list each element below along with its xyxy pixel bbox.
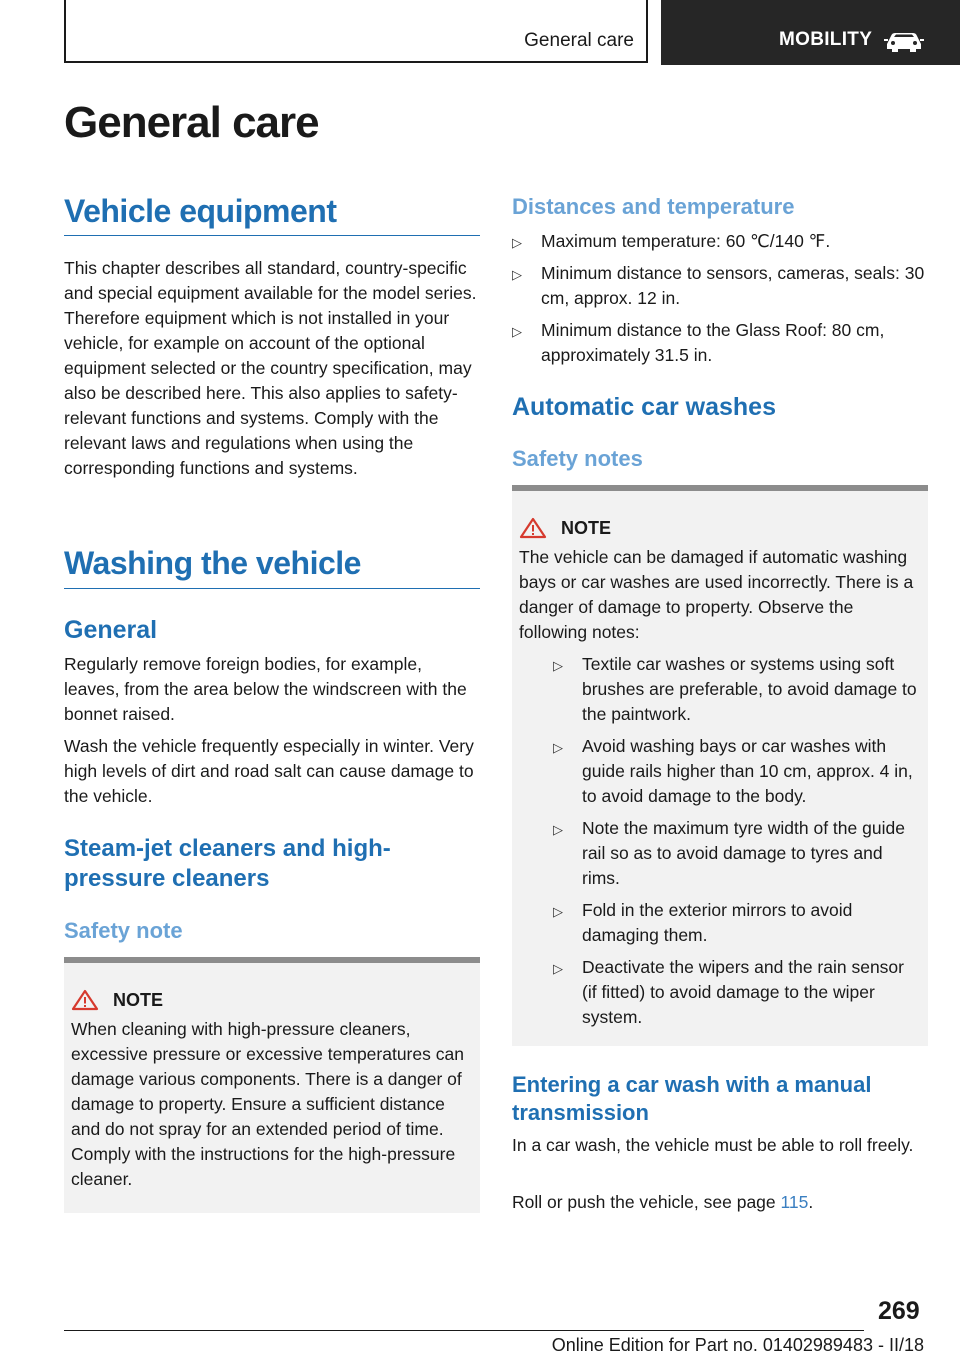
note-header [519,517,921,539]
warning-icon [519,517,547,539]
safety-notes-heading: Safety notes [512,446,643,471]
triangle-bullet-icon: ▷ [553,822,563,837]
distances-heading: Distances and temperature [512,194,795,219]
triangle-bullet-icon: ▷ [553,961,563,976]
list-item: ▷ Minimum distance to the Glass Roof: 80 cm, approximately 31.5 in. [512,320,885,365]
header-left-tab [64,0,648,63]
warning-icon [71,989,99,1011]
list-item: ▷ Minimum distance to sensors, cameras, seals: 30 cm, approx. 12 in. [512,263,925,308]
page-link[interactable]: 115 [780,1192,809,1212]
general-heading: General [64,616,158,644]
car-wash-list [519,652,921,1030]
manual-transmission-heading: Entering a car wash with a manual transmission [512,1072,872,1125]
triangle-bullet-icon: ▷ [512,267,522,282]
note-label: NOTE [561,517,612,538]
safety-note-heading: Safety note [64,918,183,943]
manual-paragraph-2: Roll or push the vehicle, see page 115. [512,1192,814,1212]
note-text: The vehicle can be damaged if automatic washing bays or car washes are used incorrectly. There is a danger of damage to property. Observe the following notes: [519,547,914,642]
note-box [64,957,480,1213]
steam-jet-heading: Steam-jet cleaners and high-pressure cleaners [64,835,391,892]
note-header [71,989,473,1011]
section-rule [64,235,480,236]
triangle-bullet-icon: ▷ [512,324,522,339]
triangle-bullet-icon: ▷ [553,740,563,755]
car-washes-heading: Automatic car washes [512,393,776,421]
list-item: ▷ Maximum temperature: 60 ℃/140 ℉. [512,229,928,254]
list-item: ▷ Note the maximum tyre width of the guide rail so as to avoid damage to tyres and rims. [553,818,905,888]
vehicle-equipment-paragraph: This chapter describes all standard, country-specific and special equipment available for the model series. Therefore equipment which is not installed in your vehicle, for example on account of the optional equipment selected or the country specification, may also be described here. This also applies to safety-relevant functions and systems. Comply with the relevant laws and regulations when using the corresponding functions and systems. [64,258,477,478]
note-text: When cleaning with high-pressure cleaners, excessive pressure or excessive temperatures can damage various components. There is a danger of damage to property. Ensure a sufficient distance and do not spray for an extended period of time. Comply with the instructions for the high-pressure cleaner. [71,1019,464,1189]
triangle-bullet-icon: ▷ [553,658,563,673]
note-box [512,485,928,1046]
header-chapter-label: MOBILITY [779,29,873,50]
section-rule [64,588,480,589]
manual-paragraph-1: In a car wash, the vehicle must be able to roll freely. [512,1135,914,1155]
washing-heading: Washing the vehicle [64,545,361,581]
header-section-title: General care [524,30,634,51]
general-paragraph-2: Wash the vehicle frequently especially in winter. Very high levels of dirt and road salt can cause damage to the vehicle. [64,736,474,806]
list-item: ▷ Deactivate the wipers and the rain sensor (if fitted) to avoid damage to the wiper system. [553,957,904,1027]
vehicle-equipment-heading: Vehicle equipment [64,193,337,229]
list-item: ▷ Fold in the exterior mirrors to avoid damaging them. [553,900,853,945]
list-item: ▷ Textile car washes or systems using soft brushes are preferable, to avoid damage to the paintwork. [553,654,917,724]
footer-rule [64,1330,864,1331]
general-paragraph-1: Regularly remove foreign bodies, for example, leaves, from the area below the windscreen with the bonnet raised. [64,654,467,724]
page-title: General care [64,98,319,147]
header-chapter-tab [661,0,960,65]
distances-list [512,229,928,375]
page-number: 269 [878,1297,920,1325]
triangle-bullet-icon: ▷ [512,235,522,250]
note-label: NOTE [113,989,164,1010]
car-icon [883,30,925,52]
footer-edition: Online Edition for Part no. 01402989483 - II/18 [551,1335,924,1355]
triangle-bullet-icon: ▷ [553,904,563,919]
list-item: ▷ Avoid washing bays or car washes with guide rails higher than 10 cm, approx. 4 in, to avoid damage to the body. [553,736,913,806]
